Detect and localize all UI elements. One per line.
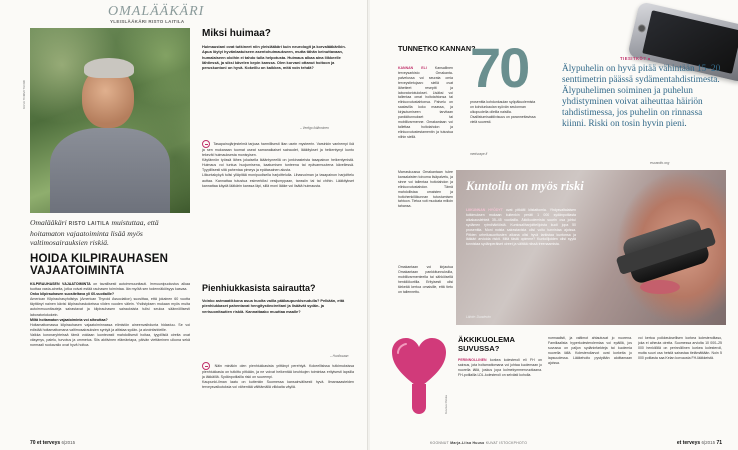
reader-question-particles: Voinko astmaatikkona asua huolta vailla pääkaupunkiseudulla? Pelkään, että pienhiukkaset pahentavat hengitystieoireitani ja lisäävät sydän- ja verisuonitautien riskiä. Kannattaako muuttaa maalle?	[202, 298, 345, 314]
did-you-know-text: Älypuhelin on hyvä pitää vähintään 15–20 senttimetrin päässä sydämentahdistimesta. Älypuhelimen soiminen ja puhelun yhdistyminen voivat aiheuttaa häiriön tahdistimessa, jos puhelin on rinnassa kiinni. Riski on tosin hyvin pieni.	[562, 64, 721, 129]
big-statistic: 70	[470, 36, 529, 99]
exercise-text: LIIKUNNAN HYÖDYT ovat pitkälti kiistattomia. Yhdysvaltalaisen tutkimuksen mukaan kuitenkin peräti 1 000 sydänpotilasta aikakauslehteä 35–45 vuotiailla. Äkkikuolemista suurin osa johtui sydämen rytmihäiriöistä. Kuntosaliharjoittelijoista kuoli jopa 50 prosenttia. Moni noista sairastavista olisi voitu tunnistaa ajoissa. Pitkien urheilusuoritusten aikana olisi hyvä tarkistaa kuntonsa ja lääkäri arvioida riskit. Mitä tästä opimme? Kuntoilijoiden olisi syytä tunnistaa sydänperäiset oireet ja välttää niissä treenaamista.	[466, 208, 576, 247]
photo-caption: Omalääkäri RISTO LAITILA muistuttaa, että hoitamaton vajaatoiminta lisää myös valtimosairauksien riskiä.	[30, 218, 159, 247]
left-page	[0, 0, 368, 450]
question-signature: – Vertigo ikäihminen	[300, 126, 329, 130]
page-folio-left: 70 et terveys 6|2015	[30, 440, 76, 446]
statistic-source: medscape.fi	[470, 152, 488, 156]
exercise-risk-box	[456, 170, 726, 325]
sudden-death-col-3: voi kertoa poikkeuksellisen korkea kolesterolitaso, joka ei aiheuta oireita. Suomessa arviolta 10 000–25 000 henkilöllä on perinnöllinen korkea kolesteroli, mutta suuri osa heistä sairastaa tietämättään. Noin 5 000 potilasta saa Kelan korvausta FH-lääkkeistä.	[638, 336, 722, 360]
page-credits: KOONNUT Marja-Liisa Huuso KUVAT ISTOCKPHOTO	[430, 441, 528, 445]
home-button-icon	[637, 24, 647, 34]
photo-credit: KUVA TOMMI TUOMI	[22, 80, 26, 109]
right-page	[370, 0, 738, 450]
article-body-thyroid: KILPIRAUHASEN VAJAATOIMINTA on tavallisesti autoimmuunitauti. Immuunipuolustus alkaa tuottaa vasta-aineita, jotka voivat estää rauhasen toimintaa. Iän myötä sen todennäköisyys kasvaa. Onko kilpirauhasen suositeltava yli 60-vuotiaille? American Kilpirauhasyhdistys (American Thyroid Association) suosittaa, että jokainen 60 vuotta täyttänyt nainen kävisi kilpirauhaskokeissa viiden vuoden välein. Yhdistyksen mukaan myös muita autoimmuunitauteja sairastavat ja kilpirauhasen sairauksista tulisi seuloa säännöllisesti laboratoriokokein. Miltä hoitamaton vajaatoiminta voi aiheuttaa? Hoitamattomassa kilpirauhasen vajaatoiminnassa elimistön aineenvaihdunta hidastuu. Se voi edistää hoitamattomana valtimosairauksien syntyä ja altistaa sydän- ja aivoinfarkteille. Vaikka koronaryhteissä tämä voidaan luontevasti mahdollisesti hoitaa, tyypillisiä oireita ovat väsymys, palelu, turvotus ja ummetus. Siis aktiivinen elämäntapa, päivän viettäminen ulkona sekä normaali ruokavalio ovat hyvä hoitoa.	[30, 282, 190, 348]
article-heading-dizziness: Miksi huimaa?	[202, 28, 271, 39]
reader-question-dizziness: Huimaustani ovat tutkineet niin yleislääkäri kuin neurologit ja korvalääkärikin. Apua löytyi hyvänlaatuiseen asentohuimaukseen, mutta tähän keinuttavaan, humalaiseen oloihin ei tahdo tulla helpotusta. Huimaus alkaa aina liikkeelle lähtiessä, ja siksi kävelen kepin kanssa. Olen korvani ottanut hoitoon ja peruskuntoni on hyvä. Kokeillu on kaikkea, mitä voin tehdä?	[202, 44, 346, 71]
article-body-kanta-3: Omakantaan voi kirjautua Omakantaan pankkitunnuksilla, mobiilivarmenteella tai sähköisellä henkilökortilla. Erityisesti olisi tärkeää kertoa omaisille, että tieto on tallennettu.	[398, 265, 453, 294]
arrow-icon	[202, 140, 210, 148]
dot-icon	[648, 58, 650, 60]
sudden-death-col-1: PERINNÖLLINEN korkea kolesteroli eli FH on sairaus, jota hoitamattomana voi johtaa kuolemaan jo nuorella iällä, joskus jopa kolmekymmenvuotiaana. FH-potilailla LDL-kolesteroli on selvästi koholla.	[458, 358, 542, 377]
sudden-death-col-2: normaalisti, ja valtimot ahtautuvat jo nuorena. Familiaalista hyperkolesterolemiaa voi epäillä, jos suvussa on paljon sydäninfarkteja tai kuolemia nuorella iällä. Kolesteroliarvot ovat korkeita jo lapsuudessa. Lääkehoito pystytään aloittamaan ajoissa.	[548, 336, 632, 365]
question-signature-2: – Huolissaan	[330, 354, 349, 358]
arrow-icon	[202, 362, 210, 370]
did-you-know-source: escardio.org	[650, 161, 670, 165]
article-heading-particles: Pienhiukkasista sairautta?	[202, 283, 316, 293]
heart-icon	[392, 338, 446, 390]
heart-drip-shape	[412, 384, 426, 414]
did-you-know-label: TIESITKÖ?	[620, 56, 650, 61]
exercise-heading: Kuntoilu on myös riski	[466, 179, 584, 193]
answer-dizziness: Tasapainojärjestelmä tarjoaa harmillisesti liian usein mysteerin. Varsinkin vanhempi ikä ja sen mukanaan tuomat useat samanaikaiset sairaudet, lääkitykset ja heikentynyt kunto tekevät huimauksesta monisyisen. Käytännön työssä lähes jokaisella ikääntyneellä on jonkinasteista tasapainon heikentymistä. Huimaus voi tuntua huojumisena, kaatumisen tunteena tai epävarmuutena kävellessä. Tyypillisesti sitä pahentaa pimeys ja epätasainen alusta. Liikuntakykyä tulisi ylläpitää monipuolisella harjoittelulla. Lihasvoiman ja tasapainon harjoittelu auttaa. Kannattaa tutustua esimerkiksi vesijumppaan, tanssiin tai tai chihin. Lääkitykset kannattaa käydä lääkärin kanssa läpi, sillä moni lääke voi lisätä huimausta.	[202, 141, 354, 188]
section-title: OMALÄÄKÄRI	[108, 4, 205, 19]
article-heading-thyroid: HOIDA KILPIRAUHASEN VAJAATOIMINTA	[30, 253, 169, 277]
heart-illustration	[384, 330, 456, 428]
article-body-kanta: KANNAN ELI Kansallinen terveysarkisto Omakanta-palvelussa voi seurata omia terveystietojaan: siellä ovat lähetteet reseptit ja laboratoriotulokset. Lisäksi voi tallentaa omat hoitotahtonsa tai elinluovutustahtonsa. Palvelu on saatavilla koko maassa, ja kirjautumiseen tarvitaan pankkitunnukset tai mobiilivarmenne. Omakantaan voi tallettaa hoitotahdon ja elinluovutustestamentin ja tutustua niihin siellä.	[398, 66, 453, 139]
page-folio-right: et terveys 6|2015 71	[676, 440, 722, 446]
illustration-credit: Kuvitus Pekka	[444, 395, 448, 415]
section-subtitle: YLEISLÄÄKÄRI RISTO LAITILA	[110, 19, 185, 24]
exercise-source: Lähde: Duodecim	[466, 315, 491, 319]
doctor-photo	[30, 28, 190, 213]
article-heading-sudden-death: ÄKKIKUOLEMA SUVUSSA?	[458, 335, 515, 353]
article-heading-kanta: TUNNETKO KANNAN?	[398, 44, 476, 53]
article-body-kanta-2: Marraskuussa Omakantaan tulee kansalaisten toivoma lisäpalvelu, ja sinne voi tallentaa hoitotahdon ja elinluovutustahdon. Tämä mahdollistaa omaisten ja hoitohenkilökunnan tutustumisen tahtoon. Tietoa voit muokata milloin tahansa.	[398, 170, 453, 209]
statistic-text: prosenttia kohdunkaulan syöpäkuolemista on kohdunkaulan syövän seulonnan ulkopuolella olleilla naisilla. Osallistumisaktiivisuus on parannettavissa vielä suuresti.	[470, 100, 536, 124]
answer-particles: Näin minäkin olen pienhiukkasista yrittänyt perehtyä. Kokeellisissa tutkimuksissa pienhiukkasia on tutkittu pitkään, ja ne voivat heikentää keuhkojen toimintaa erityisesti lapsilla ja iäkkäillä. Sydänpotilailla riski on suurempi. Kaupunki-ilman laatu on kuitenkin Suomessa kansainvälisesti hyvä. Ilmansaasteiden terveysvaikutuksia voi vähentää välttämällä vilkkaita väyliä.	[202, 363, 354, 390]
